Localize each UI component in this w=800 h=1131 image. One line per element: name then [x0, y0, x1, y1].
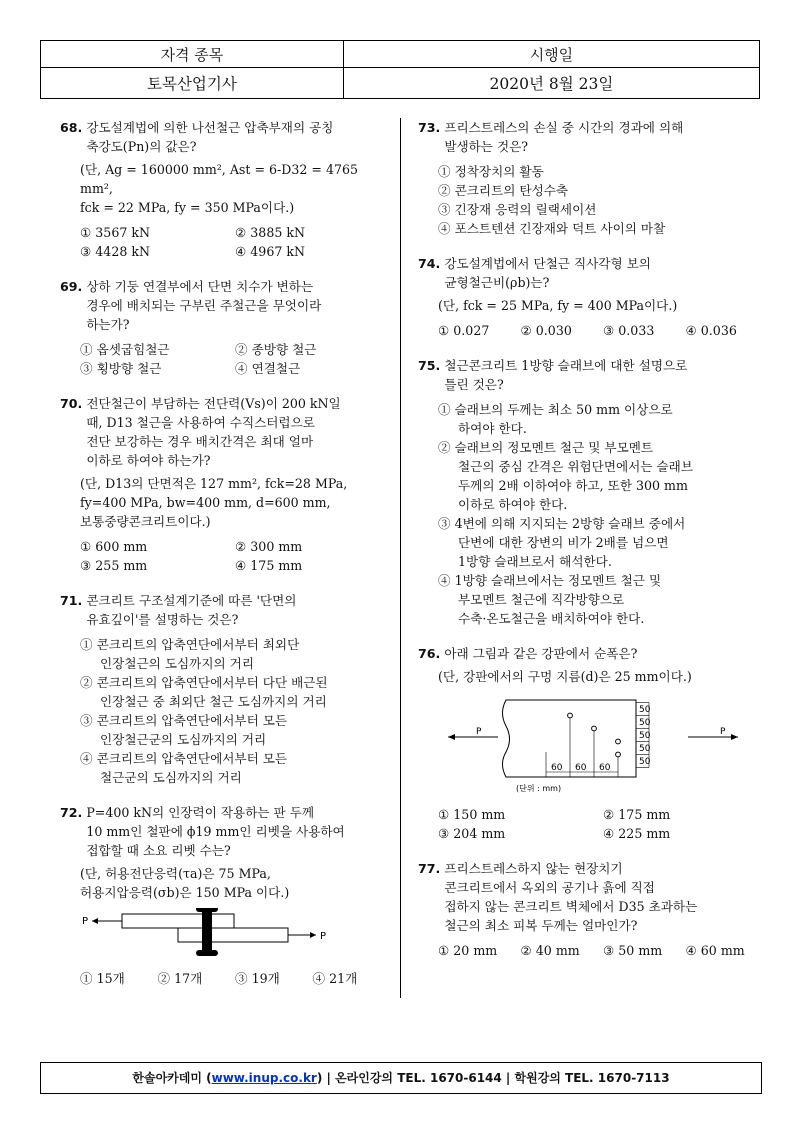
question-68: [60, 118, 390, 261]
option-1[interactable]: ① 20 mm: [438, 943, 498, 958]
question-condition: (단, fck = 25 MPa, fy = 400 MPa이다.): [438, 298, 678, 313]
option-3[interactable]: ③ 긴장재 응력의 릴랙세이션: [438, 202, 597, 217]
question-74: [418, 254, 768, 340]
question-70: [60, 394, 390, 575]
question-number: 77.: [418, 861, 441, 876]
question-number: 72.: [60, 805, 83, 820]
option-4[interactable]: ④ 4967 kN: [235, 244, 305, 259]
option-3[interactable]: ③ 4변에 의해 지지되는 2방향 슬래브 중에서 단변에 대한 장변의 비가 2배를 넘으면 1방향 슬래브로서 해석한다.: [438, 516, 686, 569]
option-1[interactable]: ① 600 mm: [80, 539, 148, 554]
question-72: [60, 803, 390, 988]
question-number: 69.: [60, 279, 83, 294]
question-number: 73.: [418, 120, 441, 135]
option-3[interactable]: ③ 0.033: [603, 323, 655, 338]
option-4[interactable]: ④ 21개: [312, 971, 358, 986]
question-condition: (단, D13의 단면적은 127 mm², fck=28 MPa, fy=400 MPa, bw=400 mm, d=600 mm, 보통중량콘크리트이다.): [80, 476, 348, 529]
option-1[interactable]: ① 슬래브의 두께는 최소 50 mm 이상으로 하여야 한다.: [438, 402, 673, 436]
option-3[interactable]: ③ 4428 kN: [80, 244, 150, 259]
option-2[interactable]: ② 3885 kN: [235, 225, 305, 240]
option-1[interactable]: ① 3567 kN: [80, 225, 150, 240]
right-column: [418, 118, 768, 976]
option-3[interactable]: ③ 50 mm: [603, 943, 663, 958]
question-69: [60, 277, 390, 378]
question-number: 74.: [418, 256, 441, 271]
rivet-joint-figure: [80, 908, 390, 963]
option-3[interactable]: ③ 19개: [235, 971, 280, 986]
fig-unit: (단위 : mm): [516, 784, 562, 793]
steel-plate-figure: [438, 692, 768, 799]
option-2[interactable]: ② 종방향 철근: [235, 342, 317, 357]
fig-load-left: P: [82, 916, 89, 927]
fig-dim-h-2: 60: [575, 763, 587, 773]
question-text: 전단철근이 부담하는 전단력(Vs)이 200 kN일 때, D13 철근을 사용하여 수직스터럽으로 전단 보강하는 경우 배치간격은 최대 얼마 이하로 하여야 하는가?: [86, 396, 341, 468]
exam-header-table: [40, 40, 760, 99]
question-number: 75.: [418, 358, 441, 373]
question-73: [418, 118, 768, 238]
option-2[interactable]: ② 175 mm: [603, 807, 671, 822]
option-4[interactable]: ④ 0.036: [685, 323, 737, 338]
option-4[interactable]: ④ 콘크리트의 압축연단에서부터 모든 철근군의 도심까지의 거리: [80, 751, 288, 785]
question-text: 상하 기둥 연결부에서 단면 치수가 변하는 경우에 배치되는 구부린 주철근을 무엇이라 하는가?: [86, 279, 322, 332]
fig-dim-v-3: 50: [639, 731, 651, 741]
option-2[interactable]: ② 슬래브의 정모멘트 철근 및 부모멘트 철근의 중심 간격은 위험단면에서는 슬래브 두께의 2배 이하여야 하고, 또한 300 mm 이하로 하여야 한다.: [438, 440, 693, 512]
date-value: 2020년 8월 23일: [343, 68, 759, 99]
question-text: 강도설계법에서 단철근 직사각형 보의 균형철근비(ρb)는?: [444, 256, 651, 290]
option-2[interactable]: ② 17개: [157, 971, 203, 986]
option-4[interactable]: ④ 포스트텐션 긴장재와 덕트 사이의 마찰: [438, 221, 666, 236]
fig-load-right: P: [320, 931, 327, 942]
option-1[interactable]: ① 0.027: [438, 323, 490, 338]
option-4[interactable]: ④ 225 mm: [603, 826, 671, 841]
option-2[interactable]: ② 콘크리트의 탄성수축: [438, 183, 569, 198]
option-2[interactable]: ② 콘크리트의 압축연단에서부터 다단 배근된 인장철근 중 최외단 철근 도심까지의 거리: [80, 675, 328, 709]
option-4[interactable]: ④ 1방향 슬래브에서는 정모멘트 철근 및 부모멘트 철근에 직각방향으로 수축·온도철근을 배치하여야 한다.: [438, 573, 662, 626]
option-1[interactable]: ① 15개: [80, 971, 125, 986]
question-text: P=400 kN의 인장력이 작용하는 판 두께 10 mm인 철판에 ϕ19 mm인 리벳을 사용하여 접합할 때 소요 리벳 수는?: [86, 805, 345, 858]
option-1[interactable]: ① 정착장치의 활동: [438, 164, 544, 179]
fig-dim-h-1: 60: [551, 763, 563, 773]
subject-value: 토목산업기사: [41, 68, 344, 99]
option-1[interactable]: ① 150 mm: [438, 807, 506, 822]
question-text: 프리스트레스하지 않는 현장치기 콘크리트에서 옥외의 공기나 흙에 직접 접하지 않는 콘크리트 벽체에서 D35 초과하는 철근의 최소 피복 두께는 얼마인가?: [444, 861, 698, 933]
question-number: 71.: [60, 593, 83, 608]
fig-load-right: P: [720, 727, 726, 737]
fig-dim-v-2: 50: [639, 718, 651, 728]
question-text: 철근콘크리트 1방향 슬래브에 대한 설명으로 틀린 것은?: [444, 358, 688, 392]
footer-website-link[interactable]: www.inup.co.kr: [211, 1071, 317, 1085]
question-number: 68.: [60, 120, 83, 135]
option-4[interactable]: ④ 연결철근: [235, 361, 301, 376]
fig-dim-h-3: 60: [599, 763, 611, 773]
option-3[interactable]: ③ 횡방향 철근: [80, 361, 162, 376]
option-3[interactable]: ③ 204 mm: [438, 826, 506, 841]
column-divider: [400, 118, 401, 998]
option-2[interactable]: ② 40 mm: [520, 943, 580, 958]
option-2[interactable]: ② 300 mm: [235, 539, 303, 554]
option-4[interactable]: ④ 175 mm: [235, 558, 303, 573]
fig-dim-v-5: 50: [639, 757, 651, 767]
option-3[interactable]: ③ 255 mm: [80, 558, 148, 573]
left-column: [60, 118, 390, 1004]
fig-dim-v-4: 50: [639, 744, 651, 754]
question-condition: (단, Ag = 160000 mm², Ast = 6-D32 = 4765 mm², fck = 22 MPa, fy = 350 MPa이다.): [80, 162, 358, 215]
fig-load-left: P: [476, 727, 482, 737]
question-number: 76.: [418, 646, 441, 661]
question-text: 프리스트레스의 손실 중 시간의 경과에 의해 발생하는 것은?: [444, 120, 684, 154]
option-1[interactable]: ① 콘크리트의 압축연단에서부터 최외단 인장철근의 도심까지의 거리: [80, 637, 300, 671]
footer-banner: [40, 1062, 762, 1094]
question-76: [418, 644, 768, 843]
option-3[interactable]: ③ 콘크리트의 압축연단에서부터 모든 인장철근군의 도심까지의 거리: [80, 713, 288, 747]
date-label: 시행일: [343, 41, 759, 68]
question-text: 강도설계법에 의한 나선철근 압축부재의 공칭 축강도(Pn)의 값은?: [86, 120, 334, 154]
subject-label: 자격 종목: [41, 41, 344, 68]
option-2[interactable]: ② 0.030: [520, 323, 572, 338]
question-condition: (단, 허용전단응력(τa)은 75 MPa, 허용지압응력(σb)은 150 MPa 이다.): [80, 866, 290, 900]
question-condition: (단, 강판에서의 구멍 지름(d)은 25 mm이다.): [438, 669, 692, 684]
footer-name: 한솔아카데미 (: [132, 1071, 212, 1085]
question-number: 70.: [60, 396, 83, 411]
question-77: [418, 859, 768, 960]
fig-dim-v-1: 50: [639, 705, 651, 715]
question-text: 콘크리트 구조설계기준에 따른 '단면의 유효깊이'를 설명하는 것은?: [86, 593, 297, 627]
option-4[interactable]: ④ 60 mm: [685, 943, 745, 958]
question-75: [418, 356, 768, 628]
question-71: [60, 591, 390, 787]
question-text: 아래 그림과 같은 강판에서 순폭은?: [444, 646, 638, 661]
option-1[interactable]: ① 옵셋굽힘철근: [80, 342, 170, 357]
footer-contact: ) | 온라인강의 TEL. 1670-6144 | 학원강의 TEL. 1670-7113: [316, 1071, 670, 1085]
